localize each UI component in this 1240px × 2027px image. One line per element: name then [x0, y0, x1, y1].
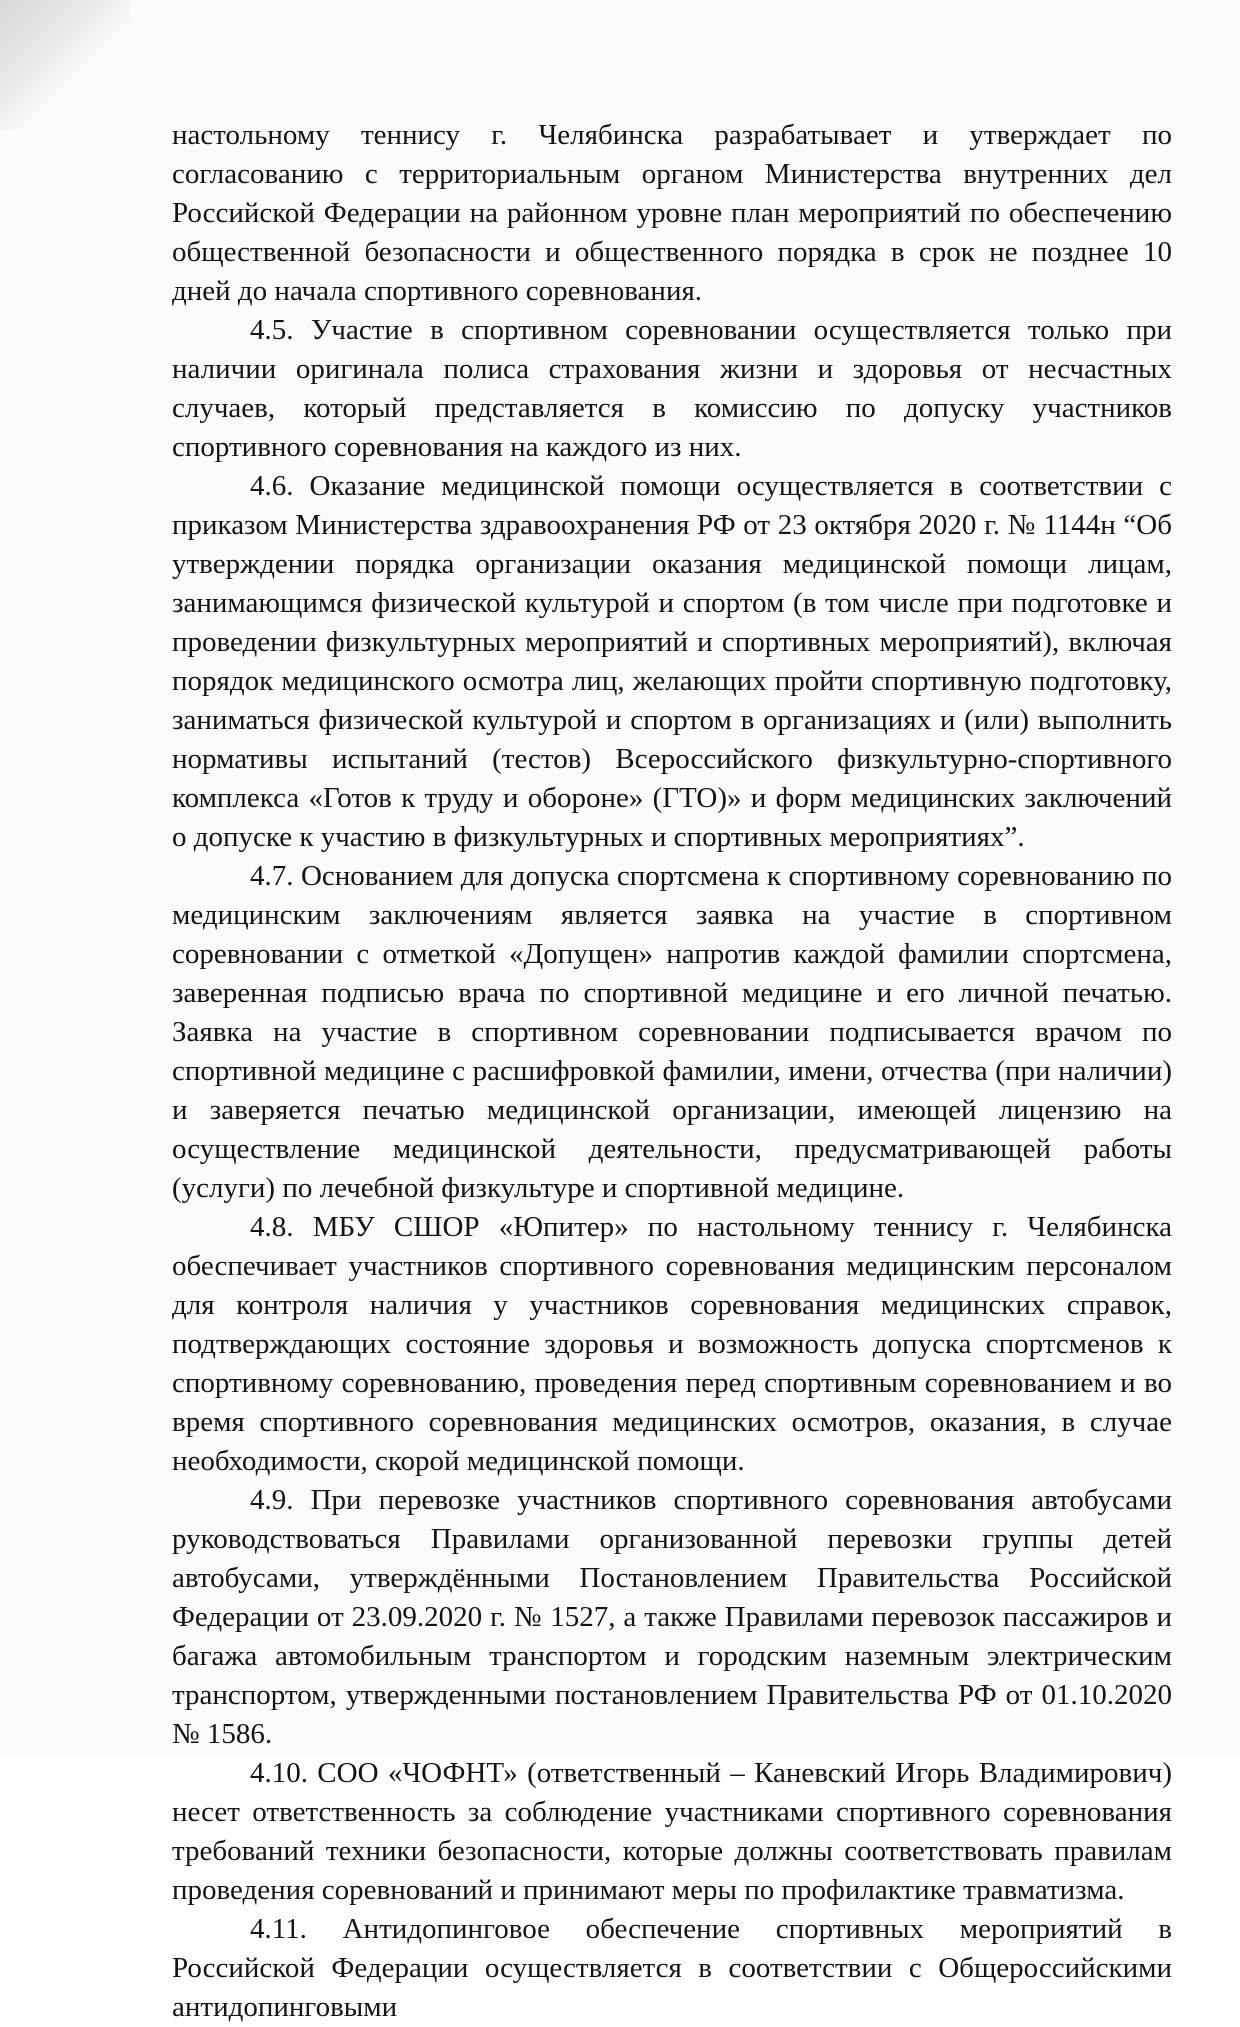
document-body [172, 116, 1172, 2027]
paragraph-4-9: 4.9. При перевозке участников спортивного соревнования автобусами руководствоваться Правилами организованной перевозки группы детей автобусами, утверждёнными Постановлением Правительства Российской Федерации от 23.09.2020 г. № 1527, а также Правилами перевозок пассажиров и багажа автомобильным транспортом и городским наземным электрическим транспортом, утвержденными постановлением Правительства РФ от 01.10.2020 № 1586. [172, 1484, 1172, 1750]
paragraph-4-11: 4.11. Антидопинговое обеспечение спортивных мероприятий в Российской Федерации осуществляется в соответствии с Общероссийскими антидопинговыми [172, 1913, 1172, 2023]
paragraph-4-10: 4.10. СОО «ЧОФНТ» (ответственный – Каневский Игорь Владимирович) несет ответственность за соблюдение участниками спортивного соревнования требований техники безопасности, которые должны соответствовать правилам проведения соревнований и принимают меры по профилактике травматизма. [172, 1757, 1172, 1906]
paragraph-4-8: 4.8. МБУ СШОР «Юпитер» по настольному теннису г. Челябинска обеспечивает участников спортивного соревнования медицинским персоналом для контроля наличия у участников соревнования медицинских справок, подтверждающих состояние здоровья и возможность допуска спортсменов к спортивному соревнованию, проведения перед спортивным соревнованием и во время спортивного соревнования медицинских осмотров, оказания, в случае необходимости, скорой медицинской помощи. [172, 1211, 1172, 1477]
paragraph-4-7: 4.7. Основанием для допуска спортсмена к спортивному соревнованию по медицинским заключениям является заявка на участие в спортивном соревновании с отметкой «Допущен» напротив каждой фамилии спортсмена, заверенная подписью врача по спортивной медицине и его личной печатью. Заявка на участие в спортивном соревновании подписывается врачом по спортивной медицине с расшифровкой фамилии, имени, отчества (при наличии) и заверяется печатью медицинской организации, имеющей лицензию на осуществление медицинской деятельности, предусматривающей работы (услуги) по лечебной физкультуре и спортивной медицине. [172, 860, 1172, 1204]
paragraph-4-5: 4.5. Участие в спортивном соревновании осуществляется только при наличии оригинала полиса страхования жизни и здоровья от несчастных случаев, который представляется в комиссию по допуску участников спортивного соревнования на каждого из них. [172, 314, 1172, 463]
paragraph-continuation: настольному теннису г. Челябинска разрабатывает и утверждает по согласованию с территориальным органом Министерства внутренних дел Российской Федерации на районном уровне план мероприятий по обеспечению общественной безопасности и общественного порядка в срок не позднее 10 дней до начала спортивного соревнования. [172, 119, 1172, 307]
page-corner-shadow [0, 0, 130, 130]
paragraph-4-6: 4.6. Оказание медицинской помощи осуществляется в соответствии с приказом Министерства здравоохранения РФ от 23 октября 2020 г. № 1144н “Об утверждении порядка организации оказания медицинской помощи лицам, занимающимся физической культурой и спортом (в том числе при подготовке и проведении физкультурных мероприятий и спортивных мероприятий), включая порядок медицинского осмотра лиц, желающих пройти спортивную подготовку, заниматься физической культурой и спортом в организациях и (или) выполнить нормативы испытаний (тестов) Всероссийского физкультурно-спортивного комплекса «Готов к труду и обороне» (ГТО)» и форм медицинских заключений о допуске к участию в физкультурных и спортивных мероприятиях”. [172, 470, 1172, 853]
